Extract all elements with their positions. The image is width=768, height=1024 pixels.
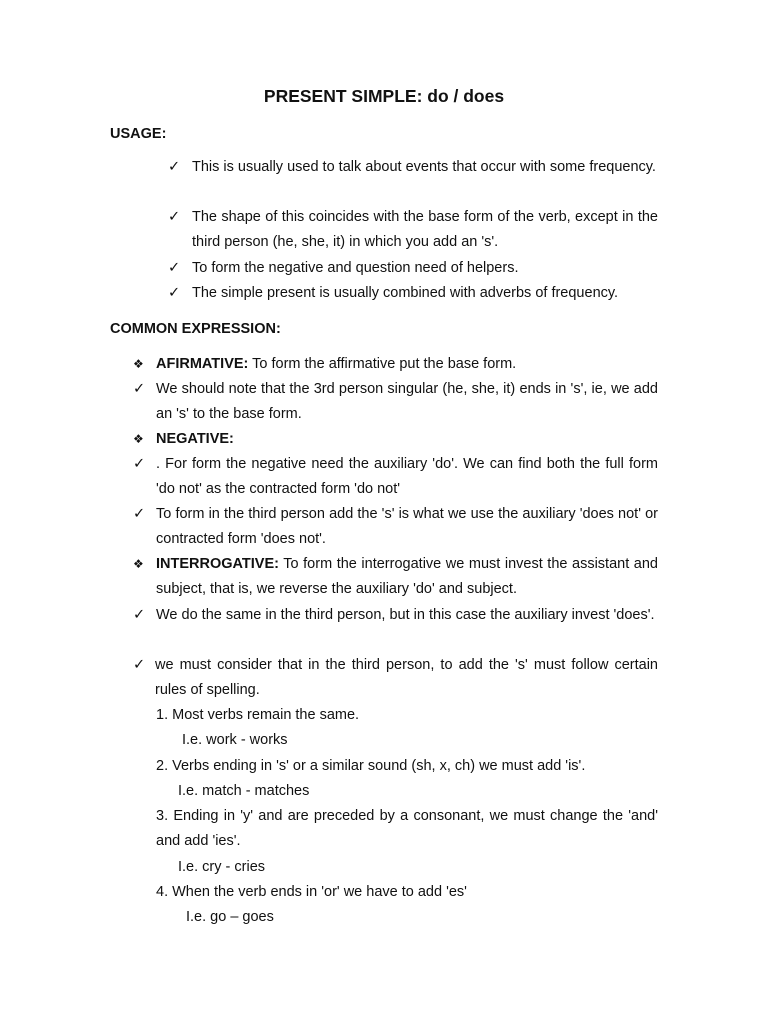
- rule-3-example: I.e. cry - cries: [178, 859, 266, 875]
- interrogative-note-1: [133, 603, 658, 655]
- affirmative-note-text: We should note that the 3rd person singular (he, she, it) ends in 's', ie, we add an 's' to the base form.: [156, 381, 658, 423]
- rule-4: 4. When the verb ends in 'or' we have to add 'es': [156, 884, 467, 900]
- negative-note-1: [133, 452, 658, 504]
- usage-bullet-1: [168, 155, 658, 207]
- negative-item: [133, 427, 658, 453]
- check-icon: ✓: [168, 285, 181, 301]
- usage-bullet-3: [168, 256, 658, 282]
- check-icon: ✓: [168, 159, 181, 175]
- rule-1: 1. Most verbs remain the same.: [156, 707, 360, 723]
- diamond-icon: ❖: [133, 557, 142, 571]
- negative-note-text: . For form the negative need the auxiliary 'do'. We can find both the full form 'do not' as the contracted form 'do not': [156, 456, 658, 498]
- check-icon: ✓: [133, 657, 146, 673]
- check-icon: ✓: [133, 381, 146, 397]
- rule-2: 2. Verbs ending in 's' or a similar sound (sh, x, ch) we must add 'is'.: [156, 758, 586, 774]
- check-icon: ✓: [168, 260, 181, 276]
- negative-label: NEGATIVE:: [156, 431, 234, 447]
- affirmative-label: AFIRMATIVE:: [156, 356, 249, 372]
- usage-heading: USAGE:: [110, 126, 167, 142]
- check-icon: ✓: [133, 506, 146, 522]
- negative-text: [156, 427, 658, 452]
- check-icon: ✓: [168, 209, 181, 225]
- rule-2-example: I.e. match - matches: [178, 783, 310, 799]
- diamond-icon: ❖: [133, 432, 142, 446]
- negative-note-2: [133, 502, 658, 554]
- affirmative-text: [156, 352, 658, 377]
- interrogative-note-text: We do the same in the third person, but in this case the auxiliary invest 'does'.: [156, 607, 655, 623]
- rule-3: 3. Ending in 'y' and are preceded by a consonant, we must change the 'and' and add 'ies'.: [156, 808, 658, 850]
- common-expression-heading: COMMON EXPRESSION:: [110, 321, 281, 337]
- interrogative-text: [156, 552, 658, 602]
- rule-4-example: I.e. go – goes: [186, 909, 274, 925]
- interrogative-note-2: [133, 653, 658, 705]
- usage-bullet-text: This is usually used to talk about events that occur with some frequency.: [192, 159, 656, 175]
- check-icon: ✓: [133, 607, 146, 623]
- usage-bullet-text: The simple present is usually combined with adverbs of frequency.: [192, 285, 619, 301]
- diamond-icon: ❖: [133, 357, 142, 371]
- interrogative-label: INTERROGATIVE:: [156, 556, 279, 572]
- affirmative-description: To form the affirmative put the base form.: [248, 356, 517, 372]
- affirmative-note: [133, 377, 658, 429]
- interrogative-item: [133, 552, 658, 604]
- interrogative-description: To form the interrogative we must invest the assistant and subject, that is, we reverse the auxiliary 'do' and subject.: [156, 556, 658, 598]
- rule-1-example: I.e. work - works: [182, 732, 288, 748]
- affirmative-item: [133, 352, 658, 378]
- usage-bullet-text: The shape of this coincides with the base form of the verb, except in the third person (he, she, it) in which you add an 's'.: [192, 209, 658, 251]
- page-title: PRESENT SIMPLE: do / does: [263, 86, 505, 106]
- interrogative-note-text: we must consider that in the third person, to add the 's' must follow certain rules of spelling.: [155, 657, 658, 699]
- usage-bullet-4: [168, 281, 658, 307]
- usage-bullet-text: To form the negative and question need of helpers.: [192, 260, 519, 276]
- usage-bullet-2: [168, 205, 658, 257]
- check-icon: ✓: [133, 456, 146, 472]
- negative-note-text: To form in the third person add the 's' is what we use the auxiliary 'does not' or contracted form 'does not'.: [156, 506, 658, 548]
